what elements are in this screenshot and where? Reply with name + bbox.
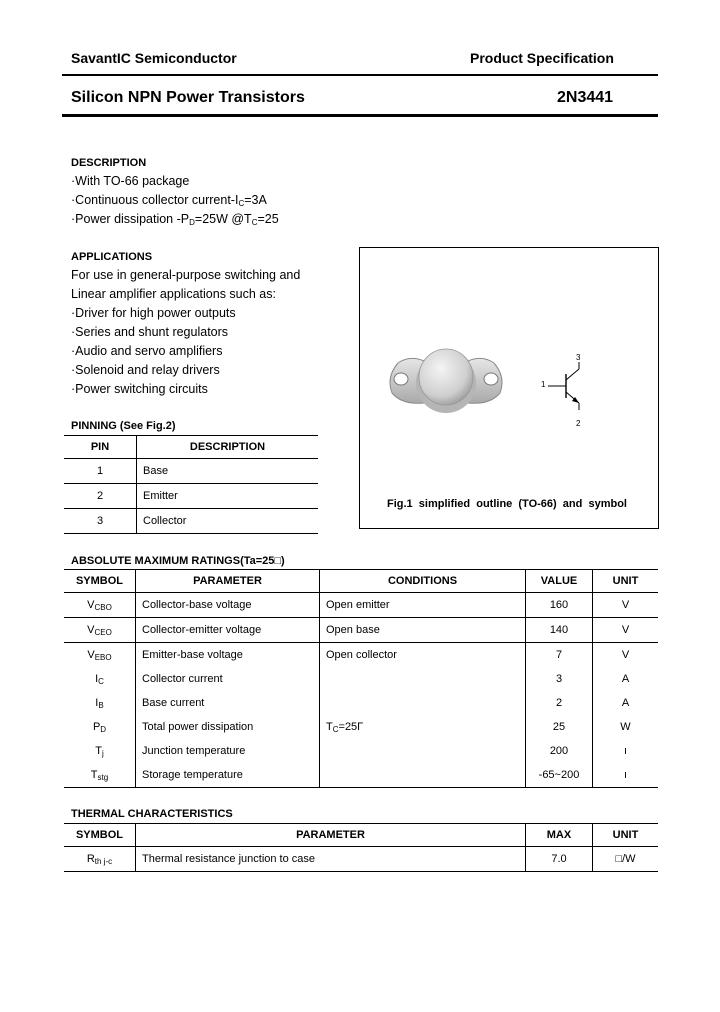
abs-max-heading: ABSOLUTE MAXIMUM RATINGS(Ta=25□) [71,555,285,567]
column-header: CONDITIONS [320,570,526,593]
pin-number: 1 [64,459,137,484]
table-row [64,847,658,872]
table-row [64,484,318,509]
parameter-cell: Junction temperature [136,739,320,763]
column-header: PARAMETER [136,824,526,847]
parameter-cell: Base current [136,691,320,715]
symbol-cell [64,593,136,618]
symbol-subscript: th j-c [94,857,113,866]
description-item: ·Power dissipation $-P_D=25W$ $@T_C=25$ [71,212,279,227]
table-row [64,667,658,691]
symbol-subscript: EBO [94,653,112,662]
unit-cell: W [593,715,659,739]
symbol-subscript: CBO [94,603,112,612]
pin-description: Collector [137,509,319,534]
column-header: UNIT [593,824,659,847]
column-header: DESCRIPTION [137,436,319,459]
value-cell: -65~200 [526,763,593,788]
symbol-letter: V [87,649,95,661]
value-cell: 2 [526,691,593,715]
application-line: ·Driver for high power outputs [71,306,236,320]
symbol-letter: T [95,745,102,757]
parameter-cell: Collector-emitter voltage [136,618,320,643]
abs-max-table [64,569,658,788]
npn-transistor-symbol [540,352,590,432]
value-cell: 25 [526,715,593,739]
conditions-cell [320,691,526,715]
symbol-cell [64,715,136,739]
symbol-subscript: CEO [94,628,112,637]
value-cell: 3 [526,667,593,691]
applications-list [71,266,300,399]
table-row [64,593,658,618]
symbol-letter: P [92,721,101,733]
figure-box [359,247,659,529]
pin-description: Emitter [137,484,319,509]
condition-text: Open base [326,624,380,636]
symbol-cell [64,763,136,788]
conditions-cell [320,618,526,643]
parameter-cell: Storage temperature [136,763,320,788]
unit-cell: ı [593,739,659,763]
conditions-cell [320,739,526,763]
pin-2-label: 2 [576,419,581,428]
header-divider [62,74,658,76]
applications-heading: APPLICATIONS [71,251,153,263]
condition-text: T [326,721,333,733]
title-divider [62,114,658,117]
parameter-cell: Emitter-base voltage [136,643,320,668]
symbol-cell [64,618,136,643]
symbol-letter: I [95,697,99,709]
value-cell: 140 [526,618,593,643]
symbol-cell [64,691,136,715]
column-header: PARAMETER [136,570,320,593]
column-header: UNIT [593,570,659,593]
pinning-table [64,435,318,534]
value-cell: 200 [526,739,593,763]
table-row [64,459,318,484]
description-item: ·Continuous collector current-$I_C=3A$ [71,193,267,208]
description-heading: DESCRIPTION [71,157,147,169]
table-row [64,715,658,739]
unit-cell: A [593,691,659,715]
condition-text: Open emitter [326,599,390,611]
table-row [64,643,658,668]
symbol-subscript: stg [97,773,109,782]
table-row [64,618,658,643]
column-header: SYMBOL [64,570,136,593]
table-row [64,739,658,763]
pin-description: Base [137,459,319,484]
product-line: Silicon NPN Power Transistors [71,89,305,106]
symbol-letter: V [87,599,95,611]
company-name: SavantIC Semiconductor [71,50,237,66]
condition-suffix: =25Г [338,721,364,733]
document-type: Product Specification [470,50,614,66]
symbol-cell [64,847,136,872]
column-header: PIN [64,436,137,459]
unit-cell: ı [593,763,659,788]
description-list [71,172,279,229]
symbol-letter: V [87,624,95,636]
symbol-cell [64,643,136,668]
column-header: SYMBOL [64,824,136,847]
symbol-cell [64,667,136,691]
unit-cell: □/W [593,847,659,872]
value-cell: 160 [526,593,593,618]
conditions-cell [320,715,526,739]
unit-cell: V [593,618,659,643]
table-row [64,509,318,534]
symbol-subscript: j [101,749,104,758]
column-header: VALUE [526,570,593,593]
table-row [64,691,658,715]
application-line: For use in general-purpose switching and [71,268,301,282]
max-cell: 7.0 [526,847,593,872]
application-line: Linear amplifier applications such as: [71,287,276,301]
symbol-letter: T [90,769,98,781]
pin-3-label: 3 [576,353,581,362]
application-line: ·Series and shunt regulators [71,325,229,339]
description-item: ·With TO-66 package [71,174,190,188]
unit-cell: V [593,643,659,668]
parameter-cell: Thermal resistance junction to case [136,847,526,872]
application-line: ·Audio and servo amplifiers [71,344,223,358]
conditions-cell [320,763,526,788]
condition-text: Open collector [326,649,397,661]
table-row [64,763,658,788]
pin-number: 2 [64,484,137,509]
table-header-row [64,436,318,459]
application-line: ·Solenoid and relay drivers [71,363,220,377]
thermal-table [64,823,658,872]
parameter-cell: Collector-base voltage [136,593,320,618]
conditions-cell [320,593,526,618]
table-header-row [64,824,658,847]
symbol-cell [64,739,136,763]
application-line: ·Power switching circuits [71,382,208,396]
parameter-cell: Total power dissipation [136,715,320,739]
symbol-subscript: B [98,701,104,710]
column-header: MAX [526,824,593,847]
table-header-row [64,570,658,593]
to66-package-image [384,343,508,423]
part-number: 2N3441 [557,89,614,106]
pin-1-label: 1 [541,380,546,389]
symbol-subscript: D [100,725,107,734]
condition-subscript: C [332,725,339,734]
symbol-letter: I [95,673,99,685]
thermal-heading: THERMAL CHARACTERISTICS [71,808,233,820]
unit-cell: V [593,593,659,618]
symbol-subscript: C [98,677,104,686]
pinning-heading: PINNING (See Fig.2) [71,420,176,432]
unit-cell: A [593,667,659,691]
value-cell: 7 [526,643,593,668]
conditions-cell [320,667,526,691]
figure-caption: Fig.1 simplified outline (TO-66) and symbol [387,498,627,510]
pin-number: 3 [64,509,137,534]
parameter-cell: Collector current [136,667,320,691]
symbol-letter: R [86,853,95,865]
conditions-cell [320,643,526,668]
